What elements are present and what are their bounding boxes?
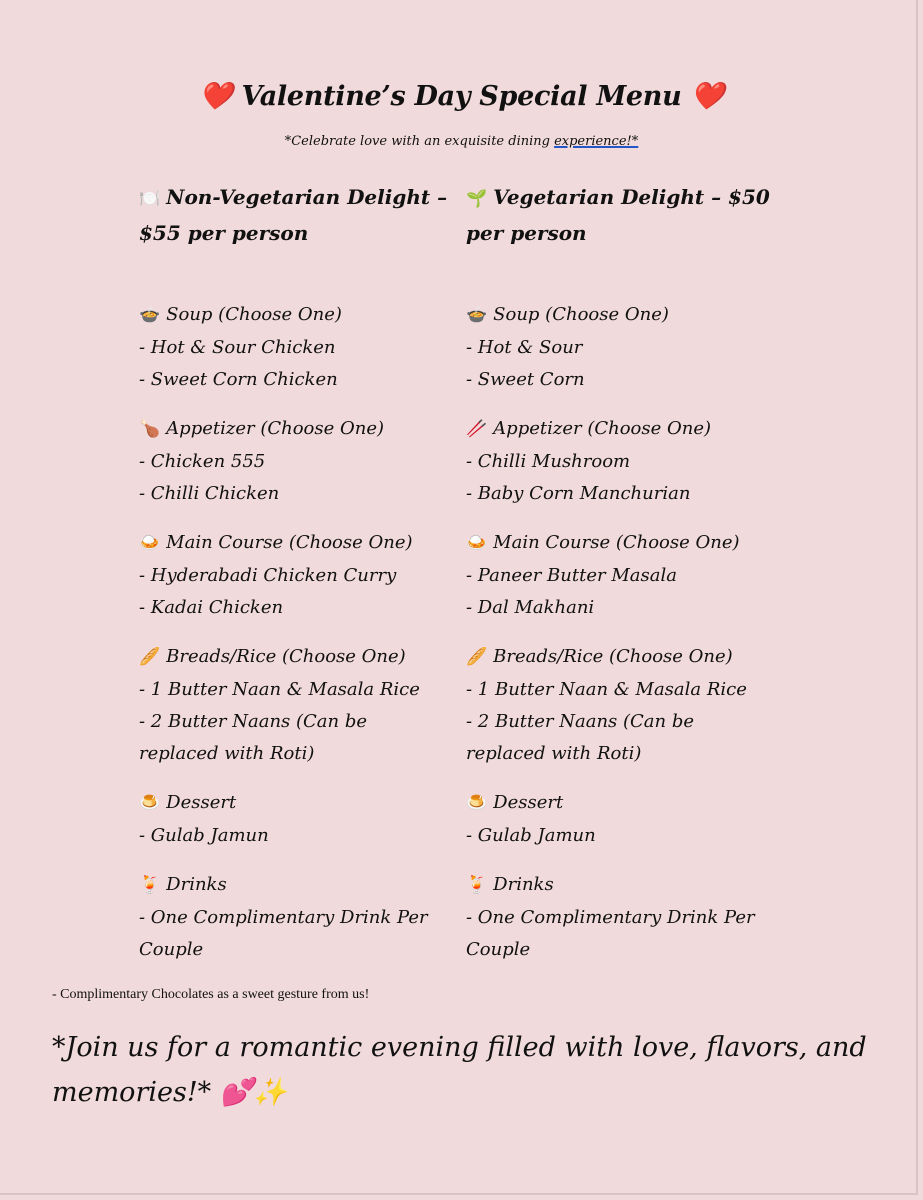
dessert-section <box>139 786 449 852</box>
plate-icon: 🍽️ <box>139 189 161 209</box>
section-label: Breads/Rice (Choose One) <box>493 646 733 667</box>
custard-icon: 🍮 <box>139 793 161 813</box>
soup-bowl-icon: 🍲 <box>466 305 488 325</box>
chocolates-note: - Complimentary Chocolates as a sweet gesture from us! <box>52 987 370 1002</box>
soup-section <box>139 298 449 396</box>
section-label: Appetizer (Choose One) <box>166 418 385 439</box>
closing-text: *Join us for a romantic evening filled with love, flavors, and memories!* <box>52 1032 867 1108</box>
breads-section <box>139 640 449 770</box>
menu-item: - Dal Makhani <box>466 597 595 618</box>
section-label: Dessert <box>493 792 564 813</box>
veg-heading <box>466 180 776 282</box>
cocktail-icon: 🍹 <box>466 875 488 895</box>
menu-item: - Hyderabadi Chicken Curry <box>139 565 397 586</box>
section-title <box>466 526 776 560</box>
menu-item: - Hot & Sour <box>466 337 583 358</box>
section-title <box>466 786 776 820</box>
menu-item: - Chilli Chicken <box>139 483 280 504</box>
hearts-sparkles-icon: 💕✨ <box>219 1077 288 1108</box>
menu-item: - Paneer Butter Masala <box>466 565 677 586</box>
menu-item: - Baby Corn Manchurian <box>466 483 691 504</box>
section-label: Appetizer (Choose One) <box>493 418 712 439</box>
title-text: Valentine’s Day Special Menu <box>241 81 682 112</box>
drinks-section <box>466 868 776 966</box>
section-title <box>139 640 449 674</box>
section-label: Dessert <box>166 792 237 813</box>
closing-message <box>52 1025 872 1115</box>
section-title <box>139 868 449 902</box>
section-title <box>139 298 449 332</box>
soup-section <box>466 298 776 396</box>
section-label: Soup (Choose One) <box>166 304 342 325</box>
veg-title: Vegetarian Delight – $50 per person <box>466 185 770 245</box>
chopsticks-icon: 🥢 <box>466 419 488 439</box>
seedling-icon: 🌱 <box>466 189 488 209</box>
section-label: Main Course (Choose One) <box>166 532 413 553</box>
section-title <box>466 412 776 446</box>
section-label: Breads/Rice (Choose One) <box>166 646 406 667</box>
section-label: Drinks <box>166 874 227 895</box>
menu-item: - 1 Butter Naan & Masala Rice <box>139 679 420 700</box>
menu-item: - Sweet Corn Chicken <box>139 369 338 390</box>
menu-item: - One Complimentary Drink Per Couple <box>466 907 755 960</box>
section-label: Main Course (Choose One) <box>493 532 740 553</box>
section-title <box>466 868 776 902</box>
menu-item: - Gulab Jamun <box>466 825 596 846</box>
heart-icon: ❤️ <box>199 81 233 112</box>
drinks-section <box>139 868 449 966</box>
menu-item: - 2 Butter Naans (Can be replaced with Roti) <box>139 711 368 764</box>
menu-title <box>0 80 923 112</box>
section-label: Drinks <box>493 874 554 895</box>
heart-icon: ❤️ <box>690 81 724 112</box>
soup-bowl-icon: 🍲 <box>139 305 161 325</box>
menu-item: - 2 Butter Naans (Can be replaced with Roti) <box>466 711 695 764</box>
section-label: Soup (Choose One) <box>493 304 669 325</box>
non-veg-title: Non-Vegetarian Delight – $55 per person <box>139 185 448 245</box>
curry-icon: 🍛 <box>139 533 161 553</box>
non-veg-heading <box>139 180 449 282</box>
appetizer-section <box>466 412 776 510</box>
menu-subtitle <box>0 134 923 149</box>
section-title <box>466 298 776 332</box>
menu-item: - Kadai Chicken <box>139 597 284 618</box>
chicken-leg-icon: 🍗 <box>139 419 161 439</box>
cocktail-icon: 🍹 <box>139 875 161 895</box>
section-title <box>466 640 776 674</box>
veg-column <box>466 180 776 982</box>
section-title <box>139 786 449 820</box>
main-course-section <box>139 526 449 624</box>
menu-item: - Gulab Jamun <box>139 825 269 846</box>
dessert-section <box>466 786 776 852</box>
main-course-section <box>466 526 776 624</box>
baguette-icon: 🥖 <box>139 647 161 667</box>
menu-item: - Sweet Corn <box>466 369 585 390</box>
appetizer-section <box>139 412 449 510</box>
breads-section <box>466 640 776 770</box>
custard-icon: 🍮 <box>466 793 488 813</box>
menu-item: - One Complimentary Drink Per Couple <box>139 907 428 960</box>
baguette-icon: 🥖 <box>466 647 488 667</box>
menu-item: - Chilli Mushroom <box>466 451 631 472</box>
non-veg-column <box>139 180 449 982</box>
curry-icon: 🍛 <box>466 533 488 553</box>
section-title <box>139 412 449 446</box>
menu-item: - Hot & Sour Chicken <box>139 337 336 358</box>
section-title <box>139 526 449 560</box>
subtitle-link[interactable]: experience!* <box>554 134 639 149</box>
menu-item: - Chicken 555 <box>139 451 266 472</box>
menu-item: - 1 Butter Naan & Masala Rice <box>466 679 747 700</box>
subtitle-text: *Celebrate love with an exquisite dining <box>284 134 555 149</box>
